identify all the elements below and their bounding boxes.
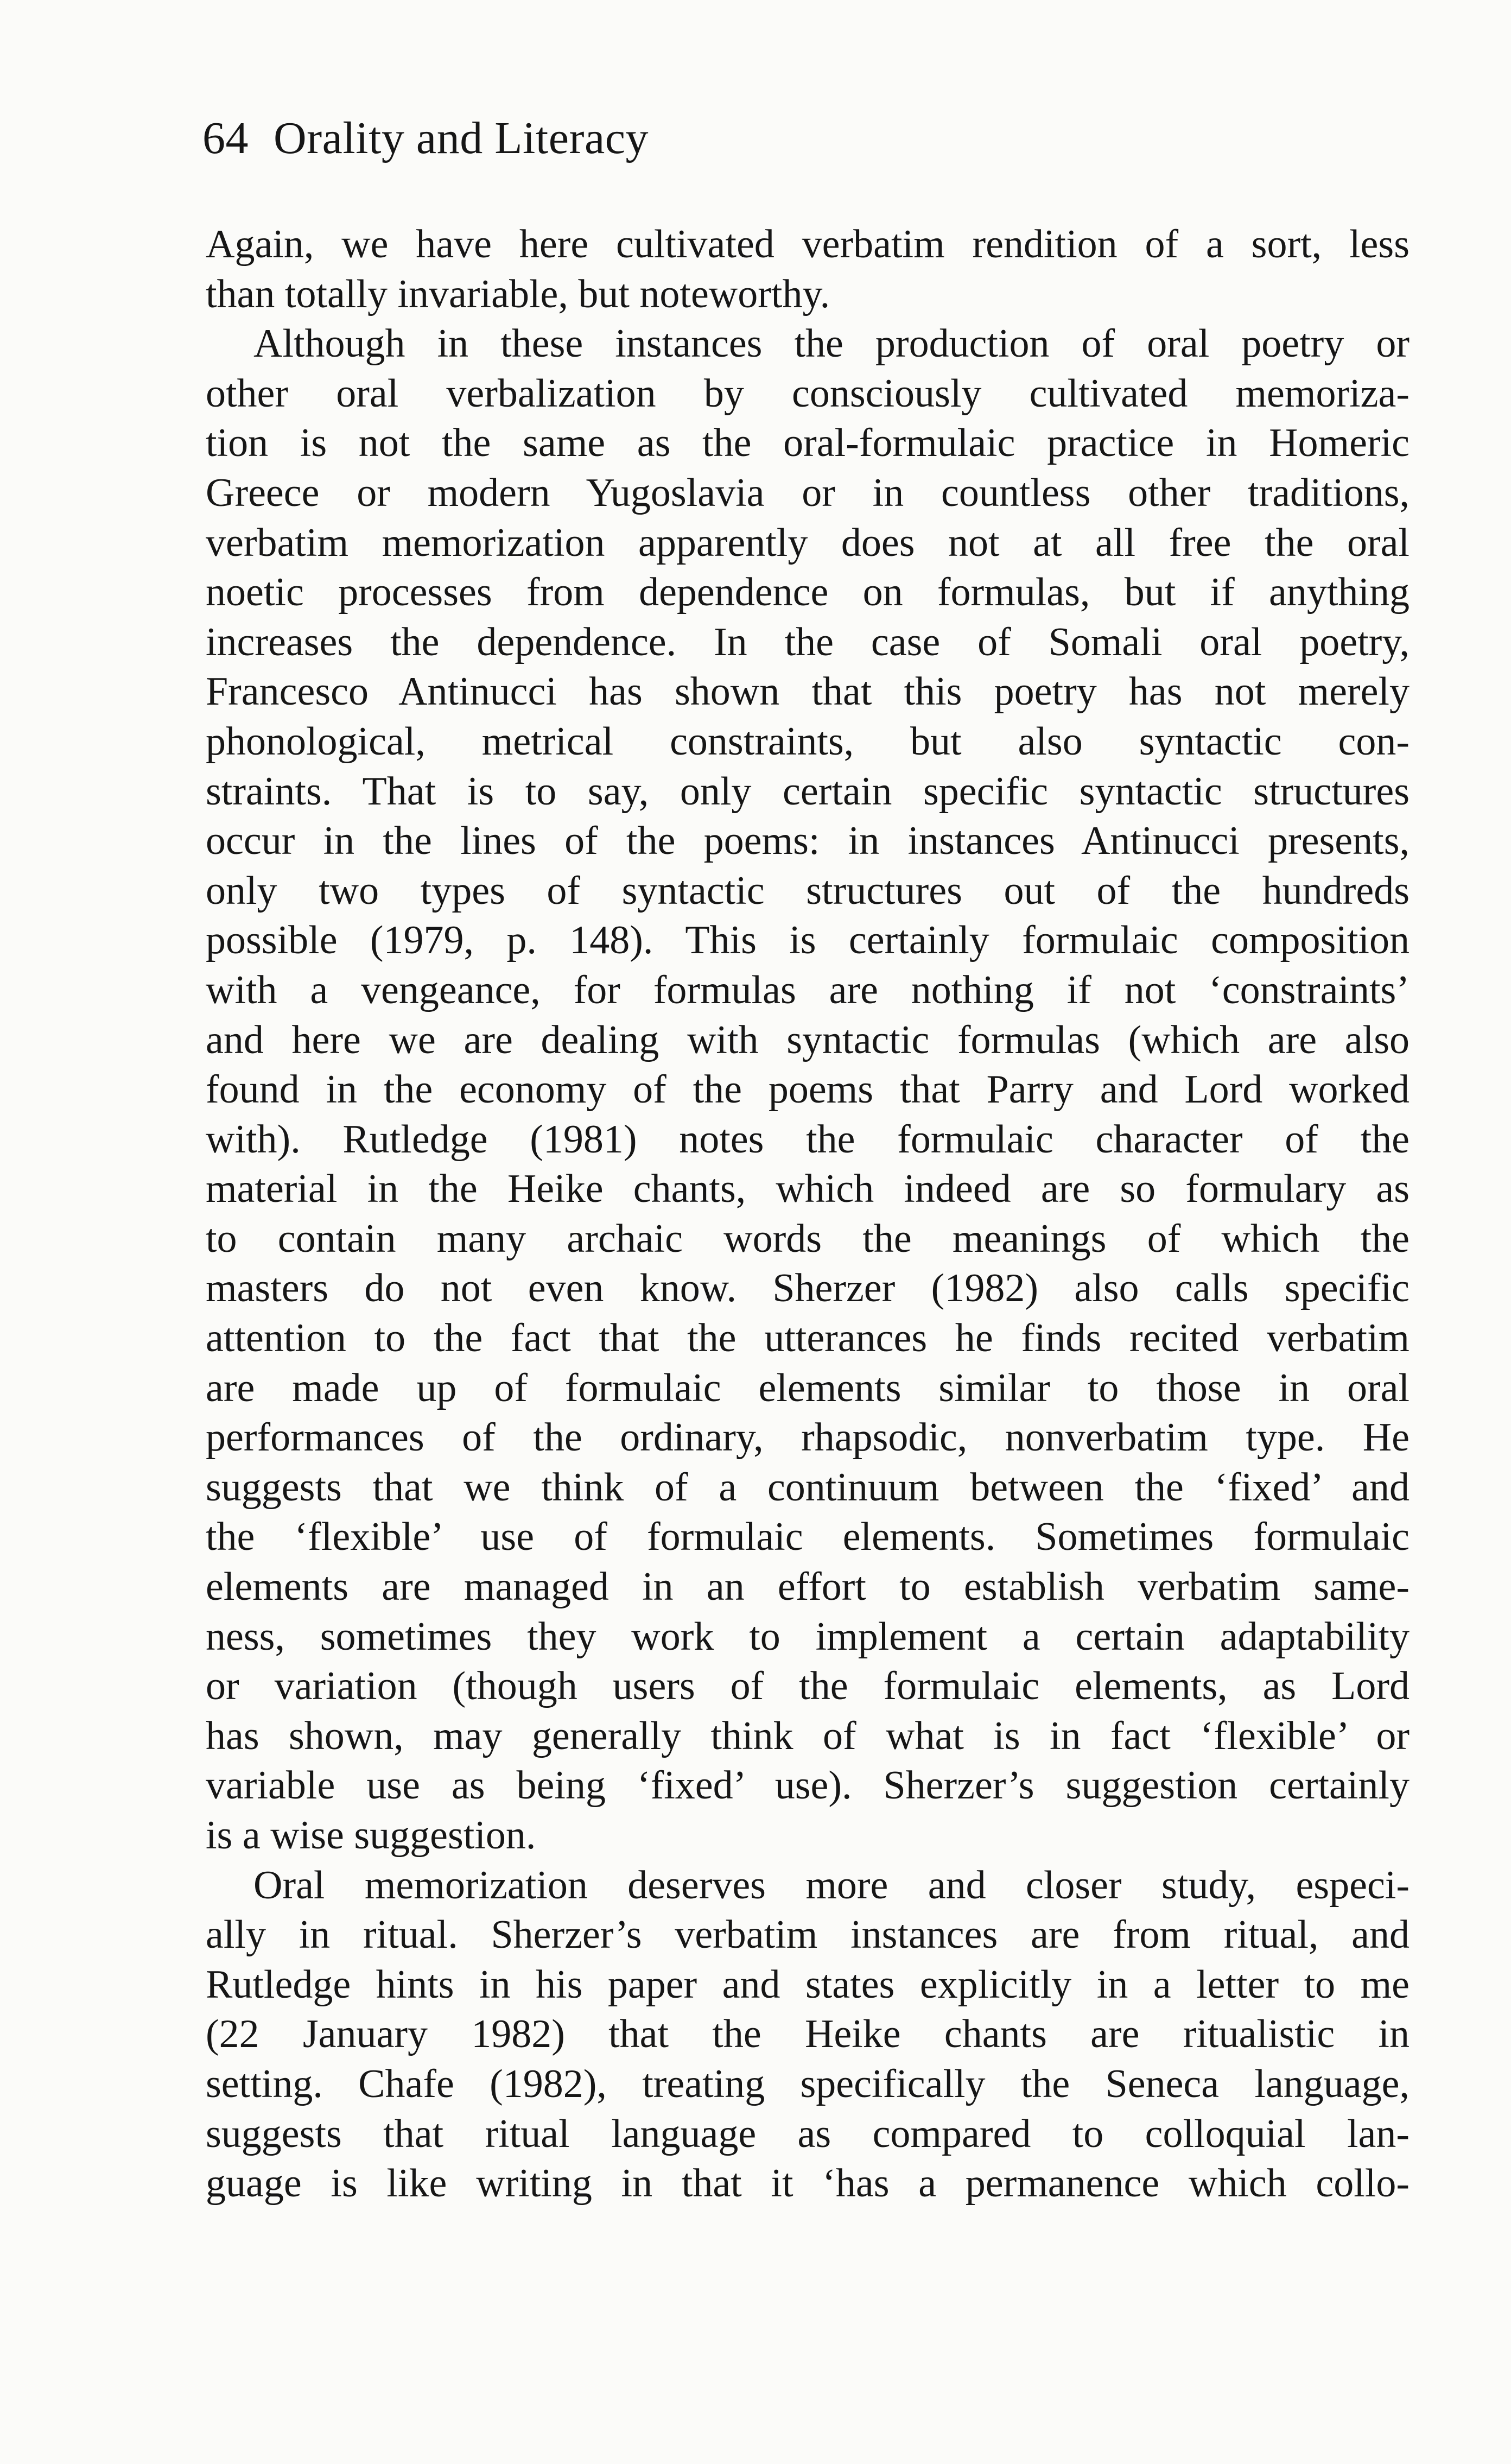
text-line: other oral verbalization by consciously cultivated memoriza- [206, 371, 1410, 416]
text-line: Francesco Antinucci has shown that this poetry has not merely [206, 669, 1410, 714]
text-line: variable use as being ‘fixed’ use). Sherzer’s suggestion certainly [206, 1763, 1410, 1808]
text-line: ness, sometimes they work to implement a certain adaptability [206, 1614, 1410, 1659]
text-line: setting. Chafe (1982), treating specifically the Seneca language, [206, 2061, 1410, 2106]
text-line: with a vengeance, for formulas are nothing if not ‘constraints’ [206, 967, 1410, 1012]
text-line: ally in ritual. Sherzer’s verbatim instances are from ritual, and [206, 1912, 1410, 1958]
text-line: occur in the lines of the poems: in instances Antinucci presents, [206, 819, 1410, 864]
text-line: or variation (though users of the formulaic elements, as Lord [206, 1664, 1410, 1709]
text-line: Greece or modern Yugoslavia or in countless other traditions, [206, 470, 1410, 515]
text-line: and here we are dealing with syntactic formulas (which are also [206, 1017, 1410, 1062]
text-line: suggests that ritual language as compared to colloquial lan- [206, 2111, 1410, 2156]
running-head [202, 111, 649, 166]
text-line: straints. That is to say, only certain specific syntactic structures [206, 769, 1410, 814]
text-line: are made up of formulaic elements similar to those in oral [206, 1365, 1410, 1410]
text-line: masters do not even know. Sherzer (1982) also calls specific [206, 1266, 1410, 1311]
body-text [206, 220, 1410, 2209]
text-line: Oral memorization deserves more and closer study, especi- [253, 1863, 1410, 1908]
text-line: Rutledge hints in his paper and states explicitly in a letter to me [206, 1962, 1410, 2007]
text-line: Again, we have here cultivated verbatim rendition of a sort, less [206, 222, 1410, 267]
text-line: has shown, may generally think of what is in fact ‘flexible’ or [206, 1713, 1410, 1758]
text-line: found in the economy of the poems that Parry and Lord worked [206, 1067, 1410, 1112]
text-line: guage is like writing in that it ‘has a permanence which collo- [206, 2161, 1410, 2206]
text-line: (22 January 1982) that the Heike chants are ritualistic in [206, 2012, 1410, 2057]
text-line: to contain many archaic words the meanings of which the [206, 1216, 1410, 1261]
page-number: 64 [202, 113, 249, 163]
text-line: performances of the ordinary, rhapsodic, nonverbatim type. He [206, 1415, 1410, 1460]
text-line: tion is not the same as the oral-formulaic practice in Homeric [206, 421, 1410, 466]
running-title: Orality and Literacy [274, 113, 649, 163]
text-line: suggests that we think of a continuum between the ‘fixed’ and [206, 1465, 1410, 1510]
text-line: Although in these instances the production of oral poetry or [253, 321, 1410, 366]
text-line: the ‘flexible’ use of formulaic elements. Sometimes formulaic [206, 1515, 1410, 1560]
text-line: material in the Heike chants, which indeed are so formulary as [206, 1167, 1410, 1212]
text-line: only two types of syntactic structures out of the hundreds [206, 868, 1410, 913]
text-line: is a wise suggestion. [206, 1813, 536, 1858]
text-line: verbatim memorization apparently does not at all free the oral [206, 520, 1410, 565]
text-line: attention to the fact that the utterances he finds recited verbatim [206, 1316, 1410, 1361]
text-line: noetic processes from dependence on formulas, but if anything [206, 570, 1410, 615]
text-line: increases the dependence. In the case of Somali oral poetry, [206, 619, 1410, 664]
text-line: phonological, metrical constraints, but also syntactic con- [206, 719, 1410, 764]
text-line: elements are managed in an effort to establish verbatim same- [206, 1564, 1410, 1610]
text-line: than totally invariable, but noteworthy. [206, 271, 830, 316]
text-line: with). Rutledge (1981) notes the formulaic character of the [206, 1117, 1410, 1162]
text-line: possible (1979, p. 148). This is certainly formulaic composition [206, 918, 1410, 963]
